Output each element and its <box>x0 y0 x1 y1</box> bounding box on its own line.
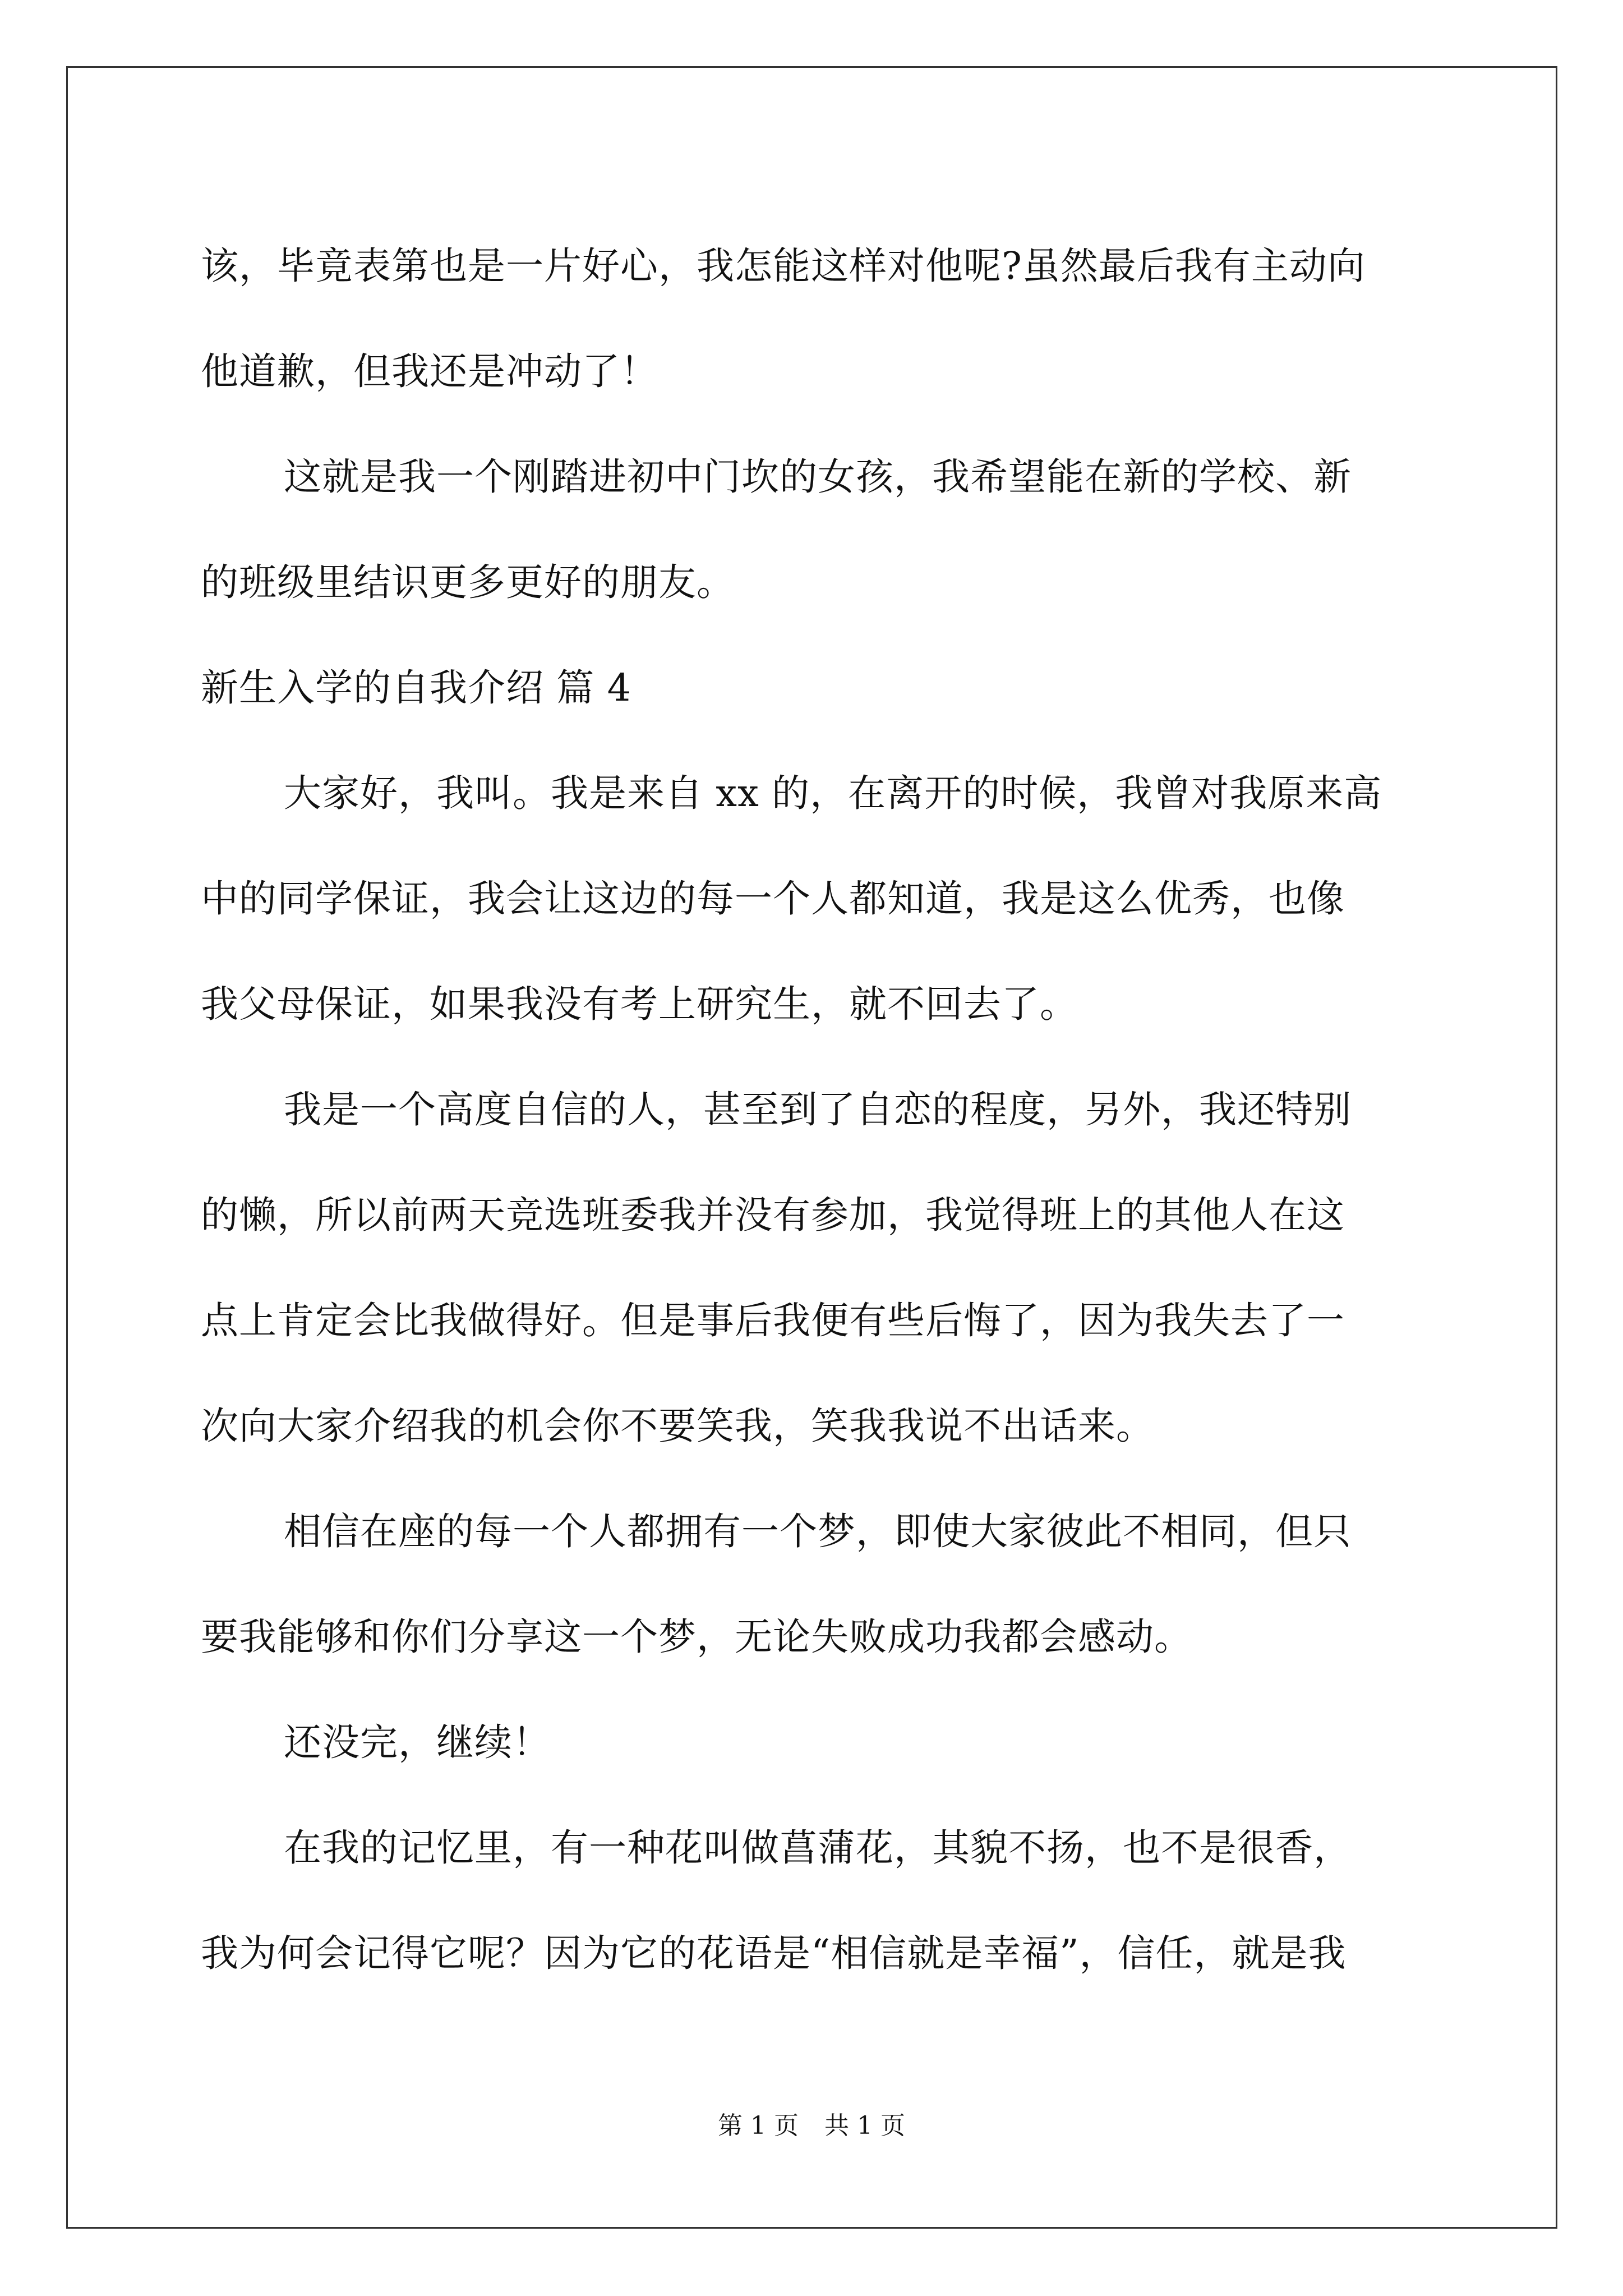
paragraph-line: 要我能够和你们分享这一个梦，无论失败成功我都会感动。 <box>201 1615 1192 1659</box>
page-number: 第 1 页 <box>718 2111 799 2140</box>
paragraph-line: 该，毕竟表第也是一片好心，我怎能这样对他呢?虽然最后我有主动向 <box>201 244 1366 288</box>
paragraph-line: 相信在座的每一个人都拥有一个梦，即使大家彼此不相同，但只 <box>284 1510 1352 1553</box>
page-footer <box>0 2109 1623 2143</box>
section-heading: 新生入学的自我介绍 篇 4 <box>201 666 632 710</box>
paragraph-line: 我是一个高度自信的人，甚至到了自恋的程度，另外，我还特别 <box>284 1088 1352 1131</box>
paragraph-line: 还没完，继续！ <box>284 1720 551 1764</box>
paragraph-line: 的班级里结识更多更好的朋友。 <box>201 560 735 604</box>
paragraph-line: 我为何会记得它呢？因为它的花语是“相信就是幸福”，信任，就是我 <box>201 1931 1347 1975</box>
paragraph-line: 他道歉，但我还是冲动了！ <box>201 349 658 393</box>
paragraph-line: 大家好，我叫。我是来自 xx 的，在离开的时候，我曾对我原来高 <box>284 771 1382 815</box>
paragraph-line: 点上肯定会比我做得好。但是事后我便有些后悔了，因为我失去了一 <box>201 1299 1345 1342</box>
page-total: 共 1 页 <box>824 2111 905 2140</box>
paragraph-line: 这就是我一个刚踏进初中门坎的女孩，我希望能在新的学校、新 <box>284 455 1352 499</box>
paragraph-line: 在我的记忆里，有一种花叫做菖蒲花，其貌不扬，也不是很香， <box>284 1826 1352 1870</box>
paragraph-line: 次向大家介绍我的机会你不要笑我，笑我我说不出话来。 <box>201 1404 1154 1448</box>
document-body <box>201 213 1429 2006</box>
paragraph-line: 中的同学保证，我会让这边的每一个人都知道，我是这么优秀，也像 <box>201 877 1345 921</box>
paragraph-line: 我父母保证，如果我没有考上研究生，就不回去了。 <box>201 982 1078 1026</box>
paragraph-line: 的懒，所以前两天竞选班委我并没有参加，我觉得班上的其他人在这 <box>201 1193 1345 1237</box>
